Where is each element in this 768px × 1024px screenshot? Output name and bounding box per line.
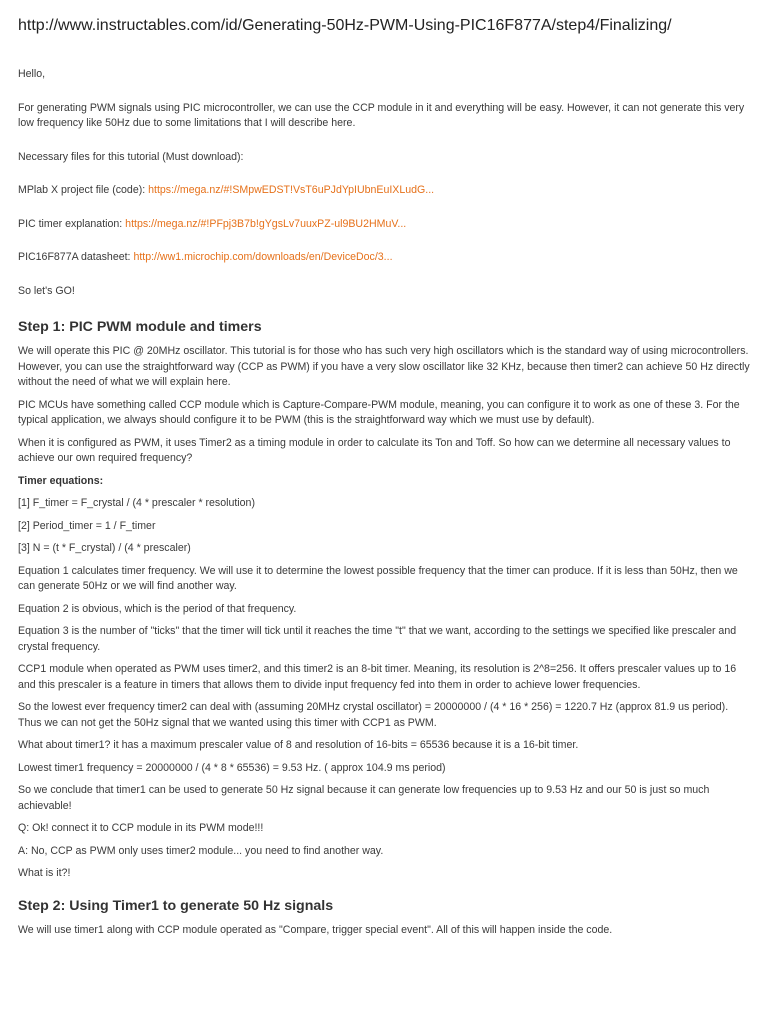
file-item-timer [18, 217, 750, 233]
file-label: PIC timer explanation: [18, 217, 126, 230]
equation-3: [3] N = (t * F_crystal) / (4 * prescaler) [18, 542, 191, 554]
timer-equations-heading [18, 474, 750, 490]
file-label: PIC16F877A datasheet: [18, 251, 134, 263]
answer-text: A: No, CCP as PWM only uses timer2 module... you need to find another way. [18, 844, 384, 857]
project-file-link[interactable]: https://mega.nz/#!SMpwEDST!VsT6uPJdYpIUbnEuIXLudG... [145, 184, 435, 196]
datasheet-link[interactable]: http://ww1.microchip.com/downloads/en/DeviceDoc/3... [133, 251, 393, 263]
step2-heading: Step 2: Using Timer1 to generate 50 Hz signals [18, 897, 334, 914]
necessary-files-text: Necessary files for this tutorial (Must download): [18, 150, 244, 163]
step1-paragraph: Equation 2 is obvious, which is the period of that frequency. [18, 602, 297, 615]
step1-paragraph: PIC MCUs have something called CCP module which is Capture-Compare-PWM module, meaning, you can configure it to work as one of these 3. For the typical application, we always should configure it to be PWM (this is the straightforward way which we must use by default). [18, 398, 740, 426]
step1-paragraph: What about timer1? it has a maximum prescaler value of 8 and resolution of 16-bits = 65536 because it is a 16-bit timer. [18, 739, 579, 751]
equation-2: [2] Period_timer = 1 / F_timer [18, 519, 156, 532]
timer-explanation-link[interactable]: https://mega.nz/#!PFpj3B7b!gYgsLv7uuxPZ-ul9BU2HMuV... [125, 217, 407, 230]
step2-paragraph: We will use timer1 along with CCP module operated as "Compare, trigger special event". All of this will happen inside the code. [18, 923, 613, 936]
file-label: MPlab X project file (code): [18, 184, 146, 196]
timer-equations-label: Timer equations: [18, 474, 104, 487]
step1-paragraph: Equation 1 calculates timer frequency. We will use it to determine the lowest possible frequency that the timer can produce. If it is less than 50Hz, then we can generate 50Hz or we will find another way. [18, 564, 738, 592]
question-text: Q: Ok! connect it to CCP module in its PWM mode!!! [18, 822, 264, 834]
equation-1: [1] F_timer = F_crystal / (4 * prescaler * resolution) [18, 497, 255, 509]
what-is-it-text: What is it?! [18, 867, 71, 879]
lets-go-text: So let's GO! [18, 284, 75, 297]
greeting: Hello, [18, 68, 46, 80]
file-item-datasheet [18, 250, 750, 266]
file-item-project [18, 183, 750, 199]
page-url: http://www.instructables.com/id/Generating-50Hz-PWM-Using-PIC16F877A/step4/Finalizing/ [18, 17, 672, 34]
step1-paragraph: CCP1 module when operated as PWM uses timer2, and this timer2 is an 8-bit timer. Meaning, its resolution is 2^8=256. It offers prescaler values up to 16 and this prescaler is a feature in timers that allows them to divide input frequency fed into them in order to achieve lower frequencies. [18, 663, 737, 691]
step1-paragraph: So we conclude that timer1 can be used to generate 50 Hz signal because it can generate low frequencies up to 9.53 Hz and our 50 is just so much achievable! [18, 784, 710, 812]
step1-heading: Step 1: PIC PWM module and timers [18, 319, 262, 335]
step1-paragraph: Lowest timer1 frequency = 20000000 / (4 * 8 * 65536) = 9.53 Hz. ( approx 104.9 ms period) [18, 761, 446, 774]
step1-paragraph: So the lowest ever frequency timer2 can deal with (assuming 20MHz crystal oscillator) = 20000000 / (4 * 16 * 256) = 1220.7 Hz (approx 81.9 us period). Thus we can not get the 50Hz signal that we wanted using this timer with CCP1 as PWM. [18, 701, 729, 729]
intro-paragraph: For generating PWM signals using PIC microcontroller, we can use the CCP module in it and everything will be easy. However, it can not generate this very low frequency like 50Hz due to some limitations that I will describe here. [18, 101, 745, 129]
step1-paragraph: When it is configured as PWM, it uses Timer2 as a timing module in order to calculate its Ton and Toff. So how can we determine all necessary values to achieve our own required frequency? [18, 436, 731, 464]
step1-paragraph: We will operate this PIC @ 20MHz oscillator. This tutorial is for those who has such very high oscillators which is the standard way of using microcontrollers. However, you can use the straightforward way (CCP as PWM) if you have a very slow oscillator like 32 KHz, because then timer2 can achieve 50 Hz directly without the need of what we will explain here. [18, 345, 750, 388]
step1-paragraph: Equation 3 is the number of "ticks" that the timer will tick until it reaches the time "t" that we want, according to the settings we specified like prescaler and crystal frequency. [18, 625, 737, 653]
